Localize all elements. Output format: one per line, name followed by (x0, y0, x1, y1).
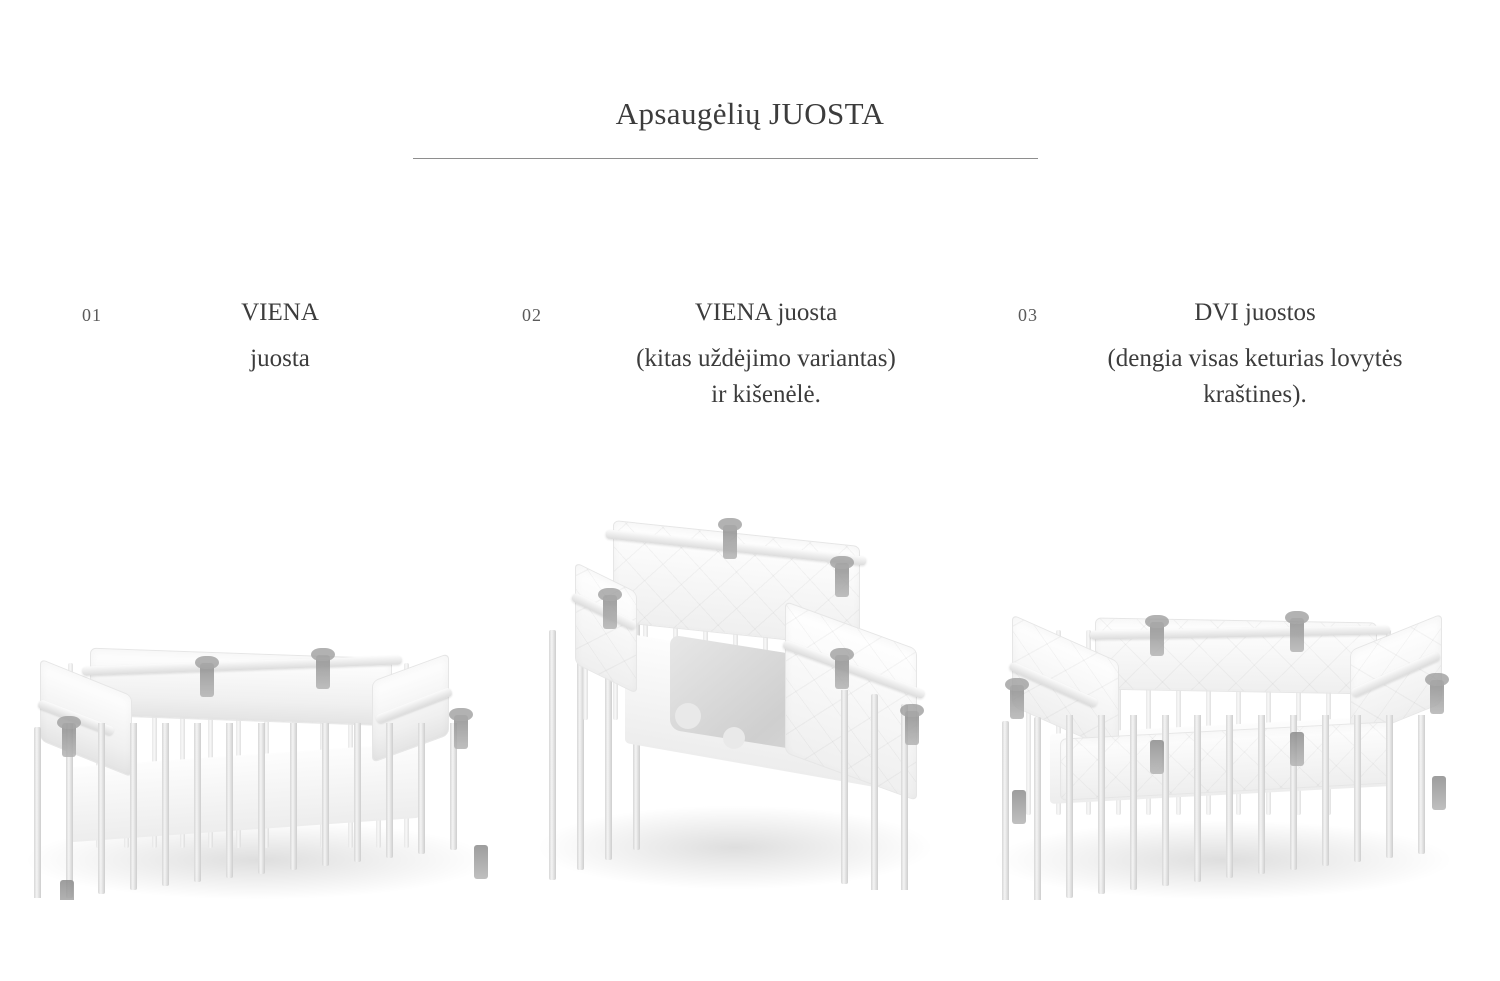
option-01-number: 01 (82, 305, 102, 325)
crib-illustration-02 (535, 515, 935, 890)
bumper-tie (454, 715, 468, 749)
bumper-tie (62, 723, 76, 757)
option-02-line-3: ir kišenėlė. (711, 380, 821, 408)
option-02-headline-row (500, 295, 990, 341)
toy (675, 703, 701, 729)
option-columns (0, 295, 1500, 535)
photo-option-02 (535, 515, 935, 890)
option-01-description (10, 341, 500, 377)
option-02-number: 02 (522, 305, 542, 325)
bumper-tie (200, 663, 214, 697)
bumper-tie (835, 655, 849, 689)
bumper-tie (603, 595, 617, 629)
option-03-description (985, 341, 1475, 412)
bumper-tie (1290, 732, 1304, 766)
option-01-headline-row (10, 295, 500, 341)
photo-option-01 (22, 605, 492, 900)
bumper-tie (1432, 776, 1446, 810)
bumper-tie (1290, 618, 1304, 652)
option-02-line-1: VIENA juosta (694, 299, 838, 326)
option-column-03 (985, 295, 1475, 412)
option-02-description (500, 341, 990, 412)
photo-option-03 (990, 580, 1455, 900)
bumper-tie (723, 525, 737, 559)
option-03-line-1: DVI juostos (1194, 299, 1316, 326)
page-title: Apsaugėlių JUOSTA (615, 96, 885, 131)
option-03-number: 03 (1018, 305, 1038, 325)
option-column-02 (500, 295, 990, 412)
bumper-tie (905, 711, 919, 745)
option-03-line-3: kraštines). (1203, 380, 1307, 408)
bumper-tie (1150, 622, 1164, 656)
product-photos (0, 505, 1500, 905)
option-01-line-2: juosta (250, 345, 310, 372)
bumper-tie (1010, 685, 1024, 719)
option-02-line-2: (kitas uždėjimo variantas) (636, 345, 896, 372)
crib-illustration-03 (990, 580, 1455, 900)
option-03-title (985, 295, 1475, 331)
crib-illustration-01 (22, 605, 492, 900)
title-divider (413, 158, 1038, 159)
bumper-tie (474, 845, 488, 879)
toy (723, 727, 745, 749)
bumper-tie (1012, 790, 1026, 824)
option-01-line-1: VIENA (241, 299, 319, 326)
option-03-headline-row (985, 295, 1475, 341)
bumper-tie (1150, 740, 1164, 774)
bumper-tie (60, 880, 74, 900)
bumper-tie (316, 655, 330, 689)
bumper-tie (1430, 680, 1444, 714)
bumper-tie (835, 563, 849, 597)
option-02-title (500, 295, 990, 331)
option-column-01 (10, 295, 500, 381)
option-03-line-2: (dengia visas keturias lovytės (1107, 345, 1403, 372)
